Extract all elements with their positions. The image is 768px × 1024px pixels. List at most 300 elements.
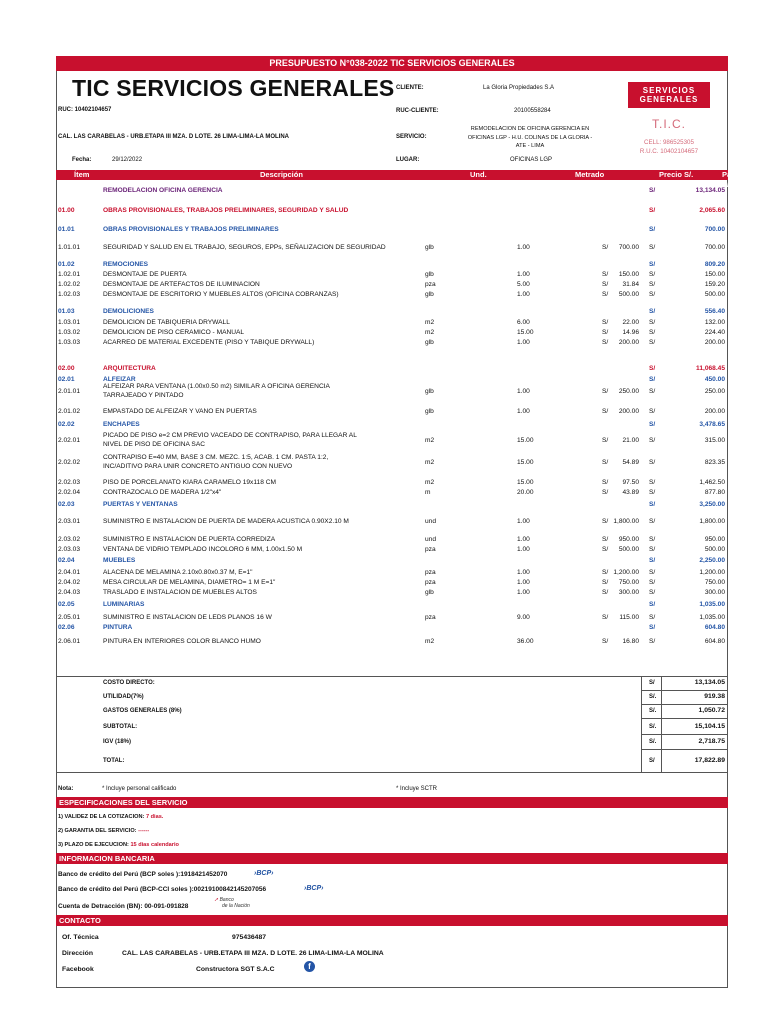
row-partial: 200.00 [704,408,725,415]
company-ruc: RUC: 10402104657 [58,107,112,113]
row-description: REMOCIONES [103,261,149,268]
row-currency-partial: S/ [649,638,656,645]
contact-tec-value: 975436487 [232,934,267,941]
row-item: 2.03.02 [58,536,80,543]
row-currency-partial: S/ [649,261,656,268]
row-currency-partial: S/ [649,614,656,621]
row-currency-partial: S/ [649,489,656,496]
row-currency-unit: S/ [602,569,609,576]
row-description-line-2: INC/ADITIVO PARA UNIR CONCRETO ANTIGUO CON NUEVO [103,463,293,470]
row-unit-price: 115.00 [619,614,639,621]
row-partial: 700.00 [704,244,725,251]
table-row [57,307,727,316]
table-row [57,588,727,597]
row-partial: 604.80 [704,624,725,631]
row-unit-price: 54.89 [622,459,639,466]
table-row [57,407,727,416]
row-currency-partial: S/ [649,437,656,444]
row-unit-price: 16.80 [622,638,639,645]
row-metrado: 1.00 [517,569,530,576]
row-unit: glb [425,589,434,596]
table-row [57,556,727,565]
row-currency-partial: S/ [649,421,656,428]
row-currency-unit: S/ [602,244,609,251]
bcp-logo-2: ›BCP› [304,885,324,892]
row-metrado: 15.00 [517,459,534,466]
row-currency-partial: S/ [649,281,656,288]
row-description: PINTURA [103,624,133,631]
servicio-value [460,125,600,151]
table-row [57,488,727,497]
row-item: 2.02.01 [58,437,80,444]
spec-validez-value: 7 dias. [145,814,164,820]
row-description: ENCHAPES [103,421,140,428]
servicio-label: SERVICIO: [396,134,427,140]
row-unit: m2 [425,638,435,645]
row-unit: pza [425,281,436,288]
totals-divider [56,676,728,677]
spec-garantia [58,828,149,834]
row-partial: 877.80 [704,489,725,496]
table-row [57,280,727,289]
logo-ruc: R.U.C. 10402104657 [639,148,699,155]
row-partial: 950.00 [704,536,725,543]
row-currency-partial: S/ [649,329,656,336]
row-unit-price: 31.84 [622,281,639,288]
row-item: 2.04.01 [58,569,80,576]
table-row [57,613,727,622]
row-item: 02.04 [58,557,75,564]
table-row [57,637,727,646]
row-description: PISO DE PORCELANATO KIARA CARAMELO 19x118 CM [103,479,276,486]
table-row [57,318,727,327]
row-description: MESA CIRCULAR DE MELAMINA, DIAMETRO= 1 M E=1" [103,579,276,586]
row-unit-price: 750.00 [618,579,639,586]
quote-title-bar [56,56,728,71]
row-description: CONTRAZOCALO DE MADERA 1/2"x4" [103,489,222,496]
row-currency-unit: S/ [602,271,609,278]
row-currency-partial: S/ [649,624,656,631]
row-item: 1.03.02 [58,329,80,336]
logo-cell: CELL: 986525305 [644,139,694,146]
row-metrado: 5.00 [517,281,530,288]
row-partial: 700.00 [704,226,725,233]
table-row [57,500,727,509]
totals-row [57,722,727,732]
row-currency-partial: S/ [649,226,656,233]
table-row [57,338,727,347]
row-metrado: 1.00 [517,339,530,346]
row-item: 2.05.01 [58,614,80,621]
table-row [57,545,727,554]
row-currency-partial: S/ [649,388,656,395]
row-unit-price: 500.00 [618,546,639,553]
row-metrado: 36.00 [517,638,534,645]
row-unit: pza [425,569,436,576]
row-description: DEMOLICIONES [103,308,154,315]
row-currency-unit: S/ [602,518,609,525]
specs-title: ESPECIFICACIONES DEL SERVICIO [56,797,728,808]
row-unit-price: 43.89 [622,489,639,496]
row-unit: m2 [425,319,435,326]
row-metrado: 6.00 [517,319,530,326]
bcp-logo-1: ›BCP› [254,870,274,877]
table-row [57,260,727,269]
row-partial: 300.00 [704,589,725,596]
row-item: 2.02.02 [58,459,80,466]
row-item: 02.00 [58,365,75,372]
row-unit: glb [425,271,434,278]
row-currency-partial: S/ [649,339,656,346]
row-currency-partial: S/ [649,501,656,508]
row-item: 02.01 [58,376,75,383]
row-metrado: 1.00 [517,546,530,553]
row-item: 2.01.01 [58,388,80,395]
row-metrado: 1.00 [517,408,530,415]
totals-value: 13,134.05 [694,679,725,686]
col-parcial: Parcial S/. [722,170,747,189]
bn-logo-text-1: Banco [219,897,234,903]
row-partial: 3,478.65 [699,421,725,428]
bank-title: INFORMACION BANCARIA [56,853,728,864]
row-unit-price: 150.00 [618,271,639,278]
totals-row-divider [641,718,727,719]
row-currency-partial: S/ [649,536,656,543]
row-currency-partial: S/ [649,579,656,586]
totals-row [57,737,727,747]
row-unit: glb [425,408,434,415]
row-item: 01.02 [58,261,75,268]
row-item: 1.02.03 [58,291,80,298]
row-description: OBRAS PROVISIONALES Y TRABAJOS PRELIMINARES [103,226,279,233]
table-row [57,243,727,252]
row-item: 01.00 [58,207,75,214]
contact-dir-value: CAL. LAS CARABELAS - URB.ETAPA III MZA. D LOTE. 26 LIMA-LIMA-LA MOLINA [122,950,384,957]
row-unit: glb [425,388,434,395]
row-currency-partial: S/ [649,207,656,214]
row-partial: 150.00 [704,271,725,278]
row-unit: pza [425,546,436,553]
row-unit: pza [425,579,436,586]
row-description: SUMINISTRO E INSTALACION DE PUERTA CORREDIZA [103,536,276,543]
row-description: SEGURIDAD Y SALUD EN EL TRABAJO, SEGUROS, EPPs, SEÑALIZACION DE SEGURIDAD [103,244,386,251]
row-currency-partial: S/ [649,408,656,415]
row-partial: 159.20 [704,281,725,288]
row-partial: 132.00 [704,319,725,326]
row-description: PUERTAS Y VENTANAS [103,501,178,508]
row-metrado: 9.00 [517,614,530,621]
logo-contact [628,138,710,156]
row-description: VENTANA DE VIDRIO TEMPLADO INCOLORO 6 MM, 1.00x1.50 M [103,546,303,553]
row-partial: 1,200.00 [699,569,725,576]
totals-row [57,678,727,688]
row-currency-partial: S/ [649,365,656,372]
row-unit-price: 500.00 [618,291,639,298]
totals-label: IGV (18%) [103,739,132,745]
bank-line-3: Cuenta de Detracción (BN): 00-091-091828 [58,903,189,910]
ruc-cliente-label: RUC-CLIENTE: [396,108,439,114]
row-item: 1.02.01 [58,271,80,278]
totals-value: 15,104.15 [694,723,725,730]
row-description-line-2: TARRAJEADO Y PINTADO [103,392,184,399]
row-description: EMPASTADO DE ALFEIZAR Y VANO EN PUERTAS [103,408,257,415]
col-item: Ítem [74,170,90,179]
totals-label: SUBTOTAL: [103,724,138,730]
spec-plazo-value: 15 dias calendario [130,842,179,848]
bn-logo [214,897,250,909]
row-description: PICADO DE PISO e=2 CM PREVIO VACEADO DE CONTRAPISO, PARA LLEGAR AL [103,432,357,439]
table-row [57,478,727,487]
servicio-line-1: REMODELACION DE OFICINA GERENCIA EN [470,126,590,132]
row-partial: 11,068.45 [696,365,725,372]
row-partial: 1,035.00 [699,614,725,621]
row-partial: 315.00 [704,437,725,444]
row-item: 2.06.01 [58,638,80,645]
row-unit-price: 950.00 [618,536,639,543]
totals-row [57,756,727,766]
row-metrado: 1.00 [517,388,530,395]
row-item: 2.04.02 [58,579,80,586]
spec-plazo [58,842,179,848]
totals-currency: S/. [649,724,657,730]
row-item: 2.03.03 [58,546,80,553]
row-unit-price: 22.00 [622,319,639,326]
table-row [57,225,727,234]
totals-label: UTILIDAD(7%) [103,694,144,700]
row-partial: 224.40 [704,329,725,336]
spec-plazo-label: 3) PLAZO DE EJECUCION: [58,842,129,848]
company-name: TIC SERVICIOS GENERALES [72,75,395,101]
nota-item-2: * Incluye SCTR [396,786,438,792]
row-unit: und [425,536,437,543]
totals-currency: S/. [649,739,657,745]
row-currency-unit: S/ [602,489,609,496]
row-description: LUMINARIAS [103,601,145,608]
row-currency-partial: S/ [649,546,656,553]
spec-garantia-value: ------ [138,828,150,834]
row-metrado: 20.00 [517,489,534,496]
row-metrado: 1.00 [517,536,530,543]
row-item: 02.06 [58,624,75,631]
bank-line-2: Banco de crédito del Perú (BCP-CCI soles ):00219100842145207056 [58,886,267,893]
row-partial: 1,462.50 [699,479,725,486]
row-currency-unit: S/ [602,579,609,586]
totals-row-divider [641,749,727,750]
table-row [57,600,727,609]
row-unit: m2 [425,329,435,336]
company-address: CAL. LAS CARABELAS - URB.ETAPA III MZA. D LOTE. 26 LIMA-LIMA-LA MOLINA [58,134,289,140]
col-desc: Descripción [260,170,303,179]
row-unit-price: 14.96 [622,329,639,336]
row-metrado: 1.00 [517,579,530,586]
row-item: 01.03 [58,308,75,315]
row-partial: 556.40 [704,308,725,315]
fecha-label: Fecha: [72,157,92,163]
row-unit-price: 300.00 [618,589,639,596]
row-unit: pza [425,614,436,621]
row-unit-price: 97.50 [622,479,639,486]
contact-fb-value: Constructora SGT S.A.C [196,966,275,973]
row-unit-price: 1,200.00 [613,569,639,576]
totals-row [57,706,727,716]
bn-arrow-icon: ➚ [214,897,219,903]
nota-label: Nota: [58,786,74,792]
row-currency-unit: S/ [602,329,609,336]
totals-label: COSTO DIRECTO: [103,680,155,686]
totals-row [57,692,727,702]
row-unit: m2 [425,479,435,486]
row-description: CONTRAPISO E=40 MM, BASE 3 CM. MEZC. 1:5, ACAB. 1 CM. PASTA 1:2, [103,454,329,461]
row-description: SUMINISTRO E INSTALACION DE PUERTA DE MADERA ACUSTICA 0.90X2.10 M [103,518,349,525]
row-currency-partial: S/ [649,271,656,278]
row-currency-partial: S/ [649,459,656,466]
totals-currency: S/ [649,680,655,686]
row-currency-partial: S/ [649,244,656,251]
table-row [57,383,727,399]
row-currency-unit: S/ [602,536,609,543]
row-description: ALACENA DE MELAMINA 2.10x0.80x0.37 M, E=1" [103,569,253,576]
row-description: ALFEIZAR [103,376,136,383]
row-partial: 809.20 [704,261,725,268]
company-logo [628,82,710,108]
nota-item-1: * Incluye personal calificado [102,786,177,792]
row-currency-unit: S/ [602,614,609,621]
row-description: DESMONTAJE DE PUERTA [103,271,187,278]
spec-validez-label: 1) VALIDEZ DE LA COTIZACION: [58,814,145,820]
table-row [57,420,727,429]
contact-title: CONTACTO [56,915,728,926]
row-partial: 823.35 [704,459,725,466]
row-metrado: 1.00 [517,291,530,298]
quote-title: PRESUPUESTO N°038-2022 TIC SERVICIOS GENERALES [269,58,515,68]
row-unit: glb [425,244,434,251]
totals-label: GASTOS GENERALES (8%) [103,708,182,714]
lugar-value: OFICINAS LGP [510,157,553,163]
row-currency-unit: S/ [602,459,609,466]
ruc-cliente-value: 20100558284 [514,108,551,114]
spec-garantia-label: 2) GARANTIA DEL SERVICIO: [58,828,137,834]
row-item: 1.03.01 [58,319,80,326]
row-unit: m2 [425,437,435,444]
row-description: DESMONTAJE DE ESCRITORIO Y MUEBLES ALTOS (OFICINA COBRANZAS) [103,291,339,298]
row-partial: 1,035.00 [699,601,725,608]
bank-line-1: Banco de crédito del Perú (BCP soles ):1918421452070 [58,871,228,878]
row-currency-unit: S/ [602,291,609,298]
row-partial: 13,134.05 [695,187,725,194]
table-row [57,364,727,373]
totals-bottom-divider [56,772,728,773]
table-row [57,432,727,448]
row-item: 2.01.02 [58,408,80,415]
row-item: 02.02 [58,421,75,428]
table-row [57,270,727,279]
totals-currency: S/ [649,758,655,764]
cliente-label: CLIENTE: [396,85,424,91]
servicio-line-2: OFICINAS LGP - H.U. COLINAS DE LA GLORIA - [467,134,593,141]
row-currency-unit: S/ [602,546,609,553]
row-item: 1.03.03 [58,339,80,346]
row-unit: m2 [425,459,435,466]
table-row [57,328,727,337]
row-unit-price: 21.00 [622,437,639,444]
totals-row-divider [641,704,727,705]
row-metrado: 15.00 [517,479,534,486]
row-item: 2.04.03 [58,589,80,596]
row-metrado: 1.00 [517,518,530,525]
row-item: 1.02.02 [58,281,80,288]
row-partial: 2,250.00 [699,557,725,564]
row-currency-unit: S/ [602,589,609,596]
row-unit-price: 700.00 [618,244,639,251]
row-currency-partial: S/ [649,479,656,486]
row-partial: 3,250.00 [699,501,725,508]
row-partial: 750.00 [704,579,725,586]
totals-value: 1,050.72 [698,707,725,714]
logo-line-1: SERVICIOS [642,86,696,95]
row-metrado: 1.00 [517,244,530,251]
row-partial: 500.00 [704,291,725,298]
row-currency-unit: S/ [602,388,609,395]
row-partial: 500.00 [704,546,725,553]
row-currency-partial: S/ [649,187,656,194]
row-unit: m [425,489,431,496]
fecha-value: 29/12/2022 [112,157,143,163]
row-description: OBRAS PROVISIONALES, TRABAJOS PRELIMINARES, SEGURIDAD Y SALUD [103,207,349,214]
table-row [57,290,727,299]
row-partial: 450.00 [704,376,725,383]
row-description: ACARREO DE MATERIAL EXCEDENTE (PISO Y TABIQUE DRYWALL) [103,339,315,346]
table-row [57,206,727,215]
row-description: DEMOLICION DE PISO CERAMICO - MANUAL [103,329,245,336]
table-row [57,517,727,526]
logo-tic: T.I.C. [651,117,686,131]
facebook-icon[interactable]: f [304,961,315,972]
col-precio: Precio S/. [659,170,694,179]
table-row [57,186,727,195]
row-description: SUMINISTRO E INSTALACION DE LEDS PLANOS 16 W [103,614,272,621]
row-unit: und [425,518,437,525]
bn-logo-text-2: de la Nación [222,903,250,909]
row-currency-unit: S/ [602,638,609,645]
table-row [57,568,727,577]
row-metrado: 1.00 [517,271,530,278]
row-unit-price: 1,800.00 [613,518,639,525]
row-currency-partial: S/ [649,557,656,564]
col-metrado: Metrado [575,170,605,179]
totals-label: TOTAL: [103,758,125,764]
row-partial: 250.00 [704,388,725,395]
row-item: 2.03.01 [58,518,80,525]
table-row [57,578,727,587]
lugar-label: LUGAR: [396,157,420,163]
row-currency-unit: S/ [602,408,609,415]
row-unit: glb [425,339,434,346]
row-currency-partial: S/ [649,308,656,315]
spec-validez [58,814,163,820]
totals-currency: S/. [649,694,657,700]
row-partial: 1,800.00 [699,518,725,525]
row-currency-partial: S/ [649,518,656,525]
contact-tec-label: Of. Técnica [62,934,99,941]
col-und: Und. [470,170,487,179]
totals-currency: S/. [649,708,657,714]
row-unit-price: 200.00 [618,408,639,415]
row-currency-partial: S/ [649,589,656,596]
table-row [57,454,727,470]
row-partial: 200.00 [704,339,725,346]
row-description: PINTURA EN INTERIORES COLOR BLANCO HUMO [103,638,261,645]
row-description: DEMOLICION DE TABIQUERIA DRYWALL [103,319,230,326]
